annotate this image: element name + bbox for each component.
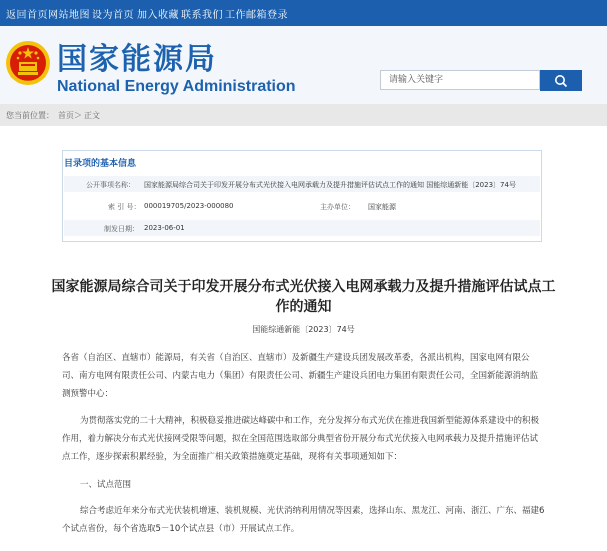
date-value: 2023-06-01: [144, 224, 185, 232]
date-label: 制发日期：: [104, 225, 139, 233]
link-set-homepage[interactable]: 设为首页: [92, 10, 134, 21]
link-email-login[interactable]: 工作邮箱登录: [225, 10, 288, 21]
search-button[interactable]: [540, 70, 582, 91]
subject-value: 国家能源局综合司关于印发开展分布式光伏接入电网承载力及提升措施评估试点工作的通知 国能综通新能〔2023〕74号: [144, 181, 516, 189]
dept-value: 国家能源: [368, 203, 396, 211]
document-title-line1: 国家能源局综合司关于印发开展分布式光伏接入电网承载力及提升措施评估试点工: [51, 279, 556, 295]
info-heading: 目录项的基本信息: [64, 159, 137, 169]
search-input[interactable]: 请输入关键字: [380, 70, 540, 90]
dept-label: 主办单位：: [320, 203, 355, 211]
body-paragraph-2-line-2: 作用，着力解决分布式光伏接网受限等问题，拟在全国范围选取部分典型省份开展分布式光伏接入电网承载力及提升措施评估试: [62, 434, 539, 444]
info-row-date: [64, 220, 540, 236]
body-paragraph-1-line-2: 司、南方电网有限责任公司、内蒙古电力（集团）有限责任公司、新疆生产建设兵团电力集团有限责任公司，全国新能源消纳监: [62, 371, 539, 381]
body-paragraph-3-line-2: 个试点省份，每个省选取5－10个试点县（市）开展试点工作。: [62, 524, 300, 534]
site-logo-chinese[interactable]: 国家能源局: [57, 42, 217, 77]
document-number: 国能综通新能〔2023〕74号: [252, 325, 355, 334]
top-utility-bar: [0, 0, 607, 26]
breadcrumb-separator: ＞: [74, 111, 82, 120]
info-row-subject: [64, 176, 540, 192]
national-emblem-icon: [5, 38, 51, 88]
link-contact-us[interactable]: 联系我们: [181, 10, 223, 21]
body-paragraph-1-line-3: 测预警中心：: [62, 389, 114, 399]
site-header: [0, 26, 607, 104]
index-value: 000019705/2023-000080: [144, 202, 234, 210]
link-back-home[interactable]: 返回首页: [6, 10, 48, 21]
body-paragraph-2-line-3: 点工作，逐步探索积累经验，为全面推广相关政策措施奠定基础，现将有关事项通知如下：: [62, 452, 403, 462]
breadcrumb-current: 正文: [84, 111, 100, 120]
body-paragraph-3-line-1: 综合考虑近年来分布式光伏装机增速、装机规模、光伏消纳利用情况等因素，选择山东、黑龙江、河南、浙江、广东、福建6: [80, 506, 545, 516]
site-logo-english[interactable]: National Energy Administration: [57, 78, 296, 95]
link-add-favorite[interactable]: 加入收藏: [137, 10, 179, 21]
section-heading-1: 一、试点范围: [80, 480, 132, 490]
breadcrumb-home[interactable]: 首页: [58, 111, 74, 120]
search-icon: [554, 74, 568, 88]
info-row-index: [64, 198, 540, 214]
body-paragraph-2-line-1: 为贯彻落实党的二十大精神，积极稳妥推进碳达峰碳中和工作，充分发挥分布式光伏在推进我国新型能源体系建设中的积极: [80, 416, 540, 426]
body-paragraph-1-line-1: 各省（自治区、直辖市）能源局，有关省（自治区、直辖市）及新疆生产建设兵团发展改革委，各派出机构，国家电网有限公: [62, 353, 530, 363]
link-site-map[interactable]: 网站地图: [48, 10, 90, 21]
breadcrumb-prefix: 您当前位置：: [6, 111, 54, 120]
breadcrumb: [0, 104, 607, 126]
subject-label: 公开事项名称：: [86, 181, 135, 189]
document-title-line2: 作的通知: [275, 299, 332, 315]
index-label: 索 引 号：: [108, 203, 141, 211]
